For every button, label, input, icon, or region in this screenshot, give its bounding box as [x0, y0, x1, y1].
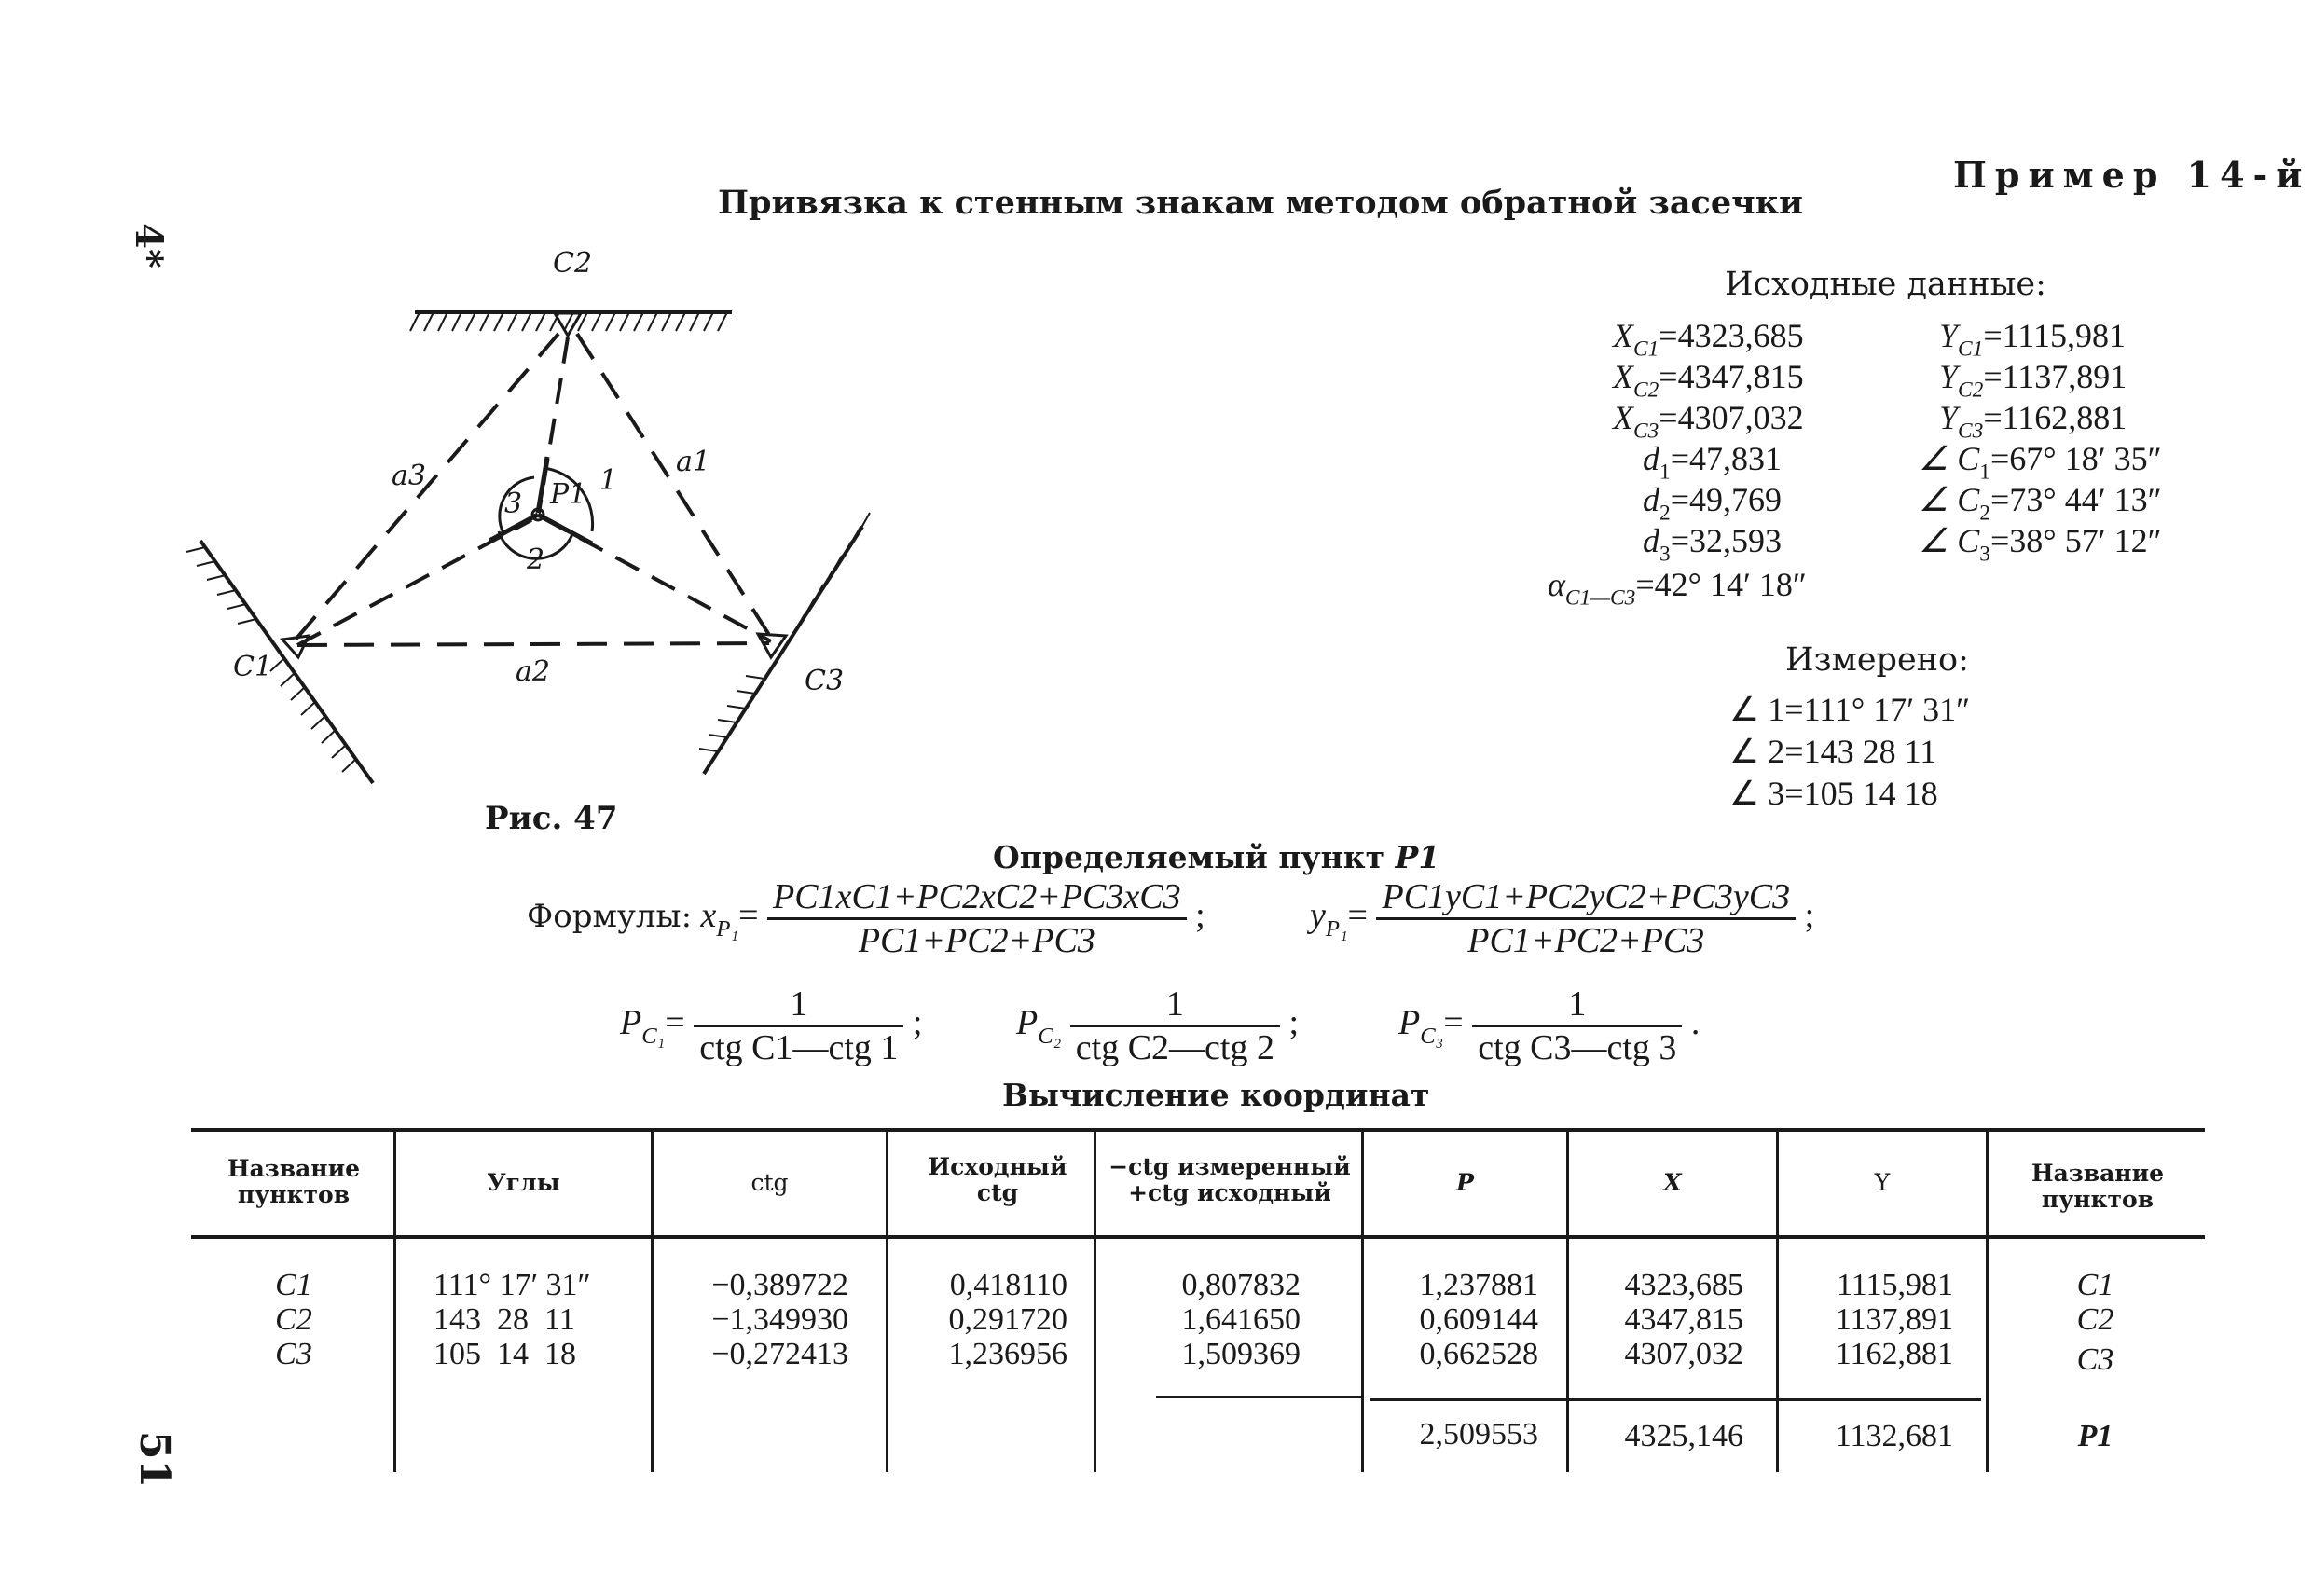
given-yc1: $Y_{C1}=1115,981$	[1939, 317, 2126, 362]
header-p: P	[1456, 1169, 1474, 1196]
cell-y-total: 1132,681	[1835, 1419, 1953, 1453]
diff-sum-rule	[1156, 1396, 1361, 1398]
cell-point: C1	[275, 1268, 312, 1302]
header-point-names-right: Название пунктов	[2031, 1160, 2165, 1213]
cell-angle: 105 14 18	[434, 1337, 576, 1371]
measured-angle-1: ∠ 1=111° 17′ 31″	[1729, 691, 1971, 728]
p3-fraction: $\frac{1}{\text{ctg C3—ctg 3}}$	[1472, 984, 1682, 1068]
cell-angle: 143 28 11	[434, 1302, 575, 1337]
given-d2: $d_2=49,769$	[1643, 481, 1783, 526]
cell-y: 1115,981	[1837, 1268, 1953, 1302]
cell-ctg: −0,389722	[711, 1268, 848, 1302]
cell-x: 4323,685	[1624, 1268, 1743, 1302]
p1-fraction: $\frac{1}{\text{ctg C1—ctg 1}}$	[694, 984, 903, 1068]
given-yc2: $Y_{C2}=1137,891$	[1939, 358, 2127, 403]
header-x: X	[1663, 1169, 1682, 1196]
cell-ctg-difference: 1,509369	[1181, 1337, 1301, 1371]
given-heading: Исходные данные:	[1725, 266, 2046, 303]
cell-source-ctg: 0,418110	[949, 1268, 1067, 1302]
cell-point: C2	[275, 1302, 312, 1337]
cell-ctg: −1,349930	[711, 1302, 848, 1337]
header-point-names: Название пунктов	[227, 1155, 361, 1208]
side-mark-top: 4*	[126, 223, 171, 268]
cell-ctg: −0,272413	[711, 1337, 848, 1371]
cell-point-right: C1	[2076, 1268, 2114, 1302]
page-title: Привязка к стенным знакам методом обратной засечки	[718, 184, 1803, 222]
formula-x: Формулы: $x_{P_1}=$ $\frac{PC1xC1+PC2xC2+PC3xC3}{PC1+PC2+PC3}$ ;	[527, 877, 1205, 960]
cell-x: 4347,815	[1624, 1302, 1743, 1337]
header-ctg: ctg	[750, 1169, 789, 1196]
cell-point-right: C2	[2076, 1302, 2114, 1337]
given-angle-c1: ∠ $C_1=67^\circ$ 18′ 35″	[1919, 440, 2162, 485]
cell-p: 0,662528	[1419, 1337, 1538, 1371]
given-angle-c3: ∠ $C_3=38^\circ$ 57′ 12″	[1919, 522, 2162, 567]
cell-p: 1,237881	[1419, 1268, 1538, 1302]
total-rule	[1370, 1398, 1981, 1401]
label-p1: P1	[550, 478, 587, 511]
y-fraction: $\frac{PC1yC1+PC2yC2+PC3yC3}{PC1+PC2+PC3}$	[1376, 876, 1796, 961]
cell-x-total: 4325,146	[1624, 1419, 1743, 1453]
cell-y: 1162,881	[1835, 1337, 1953, 1371]
cell-x: 4307,032	[1624, 1337, 1743, 1371]
cell-y: 1137,891	[1835, 1302, 1953, 1337]
figure-caption: Рис. 47	[485, 800, 618, 837]
x-lhs: x	[700, 896, 717, 936]
y-lhs: y	[1310, 896, 1326, 936]
given-d1: $d_1=47,831$	[1643, 440, 1783, 485]
label-c2: C2	[553, 247, 593, 280]
formula-p1: $P_{C_1}=$ $\frac{1}{\text{ctg C1—ctg 1}}$ ;	[620, 984, 923, 1067]
header-angles: Углы	[487, 1169, 560, 1196]
formula-y: $y_{P_1}=$ $\frac{PC1yC1+PC2yC2+PC3yC3}{PC1+PC2+PC3}$ ;	[1310, 877, 1815, 960]
label-angle2: 2	[527, 543, 545, 576]
cell-point-right: C3	[2076, 1342, 2114, 1377]
given-xc1: $X_{C1}=4323,685$	[1613, 317, 1804, 362]
label-angle3: 3	[504, 488, 523, 520]
cell-ctg-difference: 0,807832	[1181, 1268, 1301, 1302]
label-c3: C3	[805, 665, 845, 697]
determined-heading: Определяемый пункт P1	[993, 839, 1440, 875]
formula-p2: $P_{C_2}$ $\frac{1}{\text{ctg C2—ctg 2}}$ ;	[1016, 984, 1300, 1067]
cell-p: 0,609144	[1419, 1302, 1538, 1337]
given-d3: $d_3=32,593$	[1643, 522, 1783, 567]
given-xc2: $X_{C2}=4347,815$	[1613, 358, 1804, 403]
cell-source-ctg: 1,236956	[948, 1337, 1067, 1371]
cell-source-ctg: 0,291720	[948, 1302, 1067, 1337]
cell-point-total: P1	[2077, 1419, 2113, 1453]
measured-angle-3: ∠ 3=105 14 18	[1729, 775, 1938, 812]
table-header-rule	[191, 1235, 2205, 1239]
label-a3: a3	[392, 460, 426, 492]
given-angle-c2: ∠ $C_2=73^\circ$ 44′ 13″	[1919, 481, 2162, 526]
cell-p-total: 2,509553	[1419, 1417, 1538, 1452]
label-a2: a2	[516, 655, 550, 688]
col-sep	[1986, 1132, 1989, 1472]
label-c1: C1	[233, 651, 273, 683]
table-title: Вычисление координат	[1002, 1077, 1430, 1113]
header-source-ctg: Исходный ctg	[928, 1153, 1067, 1206]
cell-ctg-difference: 1,641650	[1181, 1302, 1301, 1337]
determined-point: P1	[1395, 839, 1440, 875]
given-xc3: $X_{C3}=4307,032$	[1613, 399, 1804, 444]
formulas-label: Формулы:	[527, 898, 693, 936]
cell-point: C3	[275, 1337, 312, 1371]
measured-angle-2: ∠ 2=143 28 11	[1729, 733, 1937, 770]
header-ctg-difference: −ctg измеренный +ctg исходный	[1108, 1153, 1351, 1206]
example-label: Пример 14-й	[1953, 154, 2311, 196]
given-yc3: $Y_{C3}=1162,881$	[1939, 399, 2127, 444]
measured-heading: Измерено:	[1785, 641, 1969, 679]
formula-p3: $P_{C_3}=$ $\frac{1}{\text{ctg C3—ctg 3}}$ .	[1398, 984, 1700, 1067]
table-top-rule	[191, 1128, 2205, 1132]
cell-angle: 111° 17′ 31″	[434, 1268, 591, 1302]
label-a1: a1	[676, 446, 710, 478]
page-number: 51	[131, 1430, 179, 1489]
label-angle1: 1	[599, 464, 618, 497]
p2-fraction: $\frac{1}{\text{ctg C2—ctg 2}}$	[1070, 984, 1280, 1068]
header-y: Y	[1874, 1169, 1891, 1196]
figure-diagram	[182, 233, 890, 792]
given-alpha: $\alpha_{C1—C3}=42^\circ$ 14′ 18″	[1548, 566, 1807, 611]
x-fraction: $\frac{PC1xC1+PC2xC2+PC3xC3}{PC1+PC2+PC3}$	[767, 876, 1187, 961]
